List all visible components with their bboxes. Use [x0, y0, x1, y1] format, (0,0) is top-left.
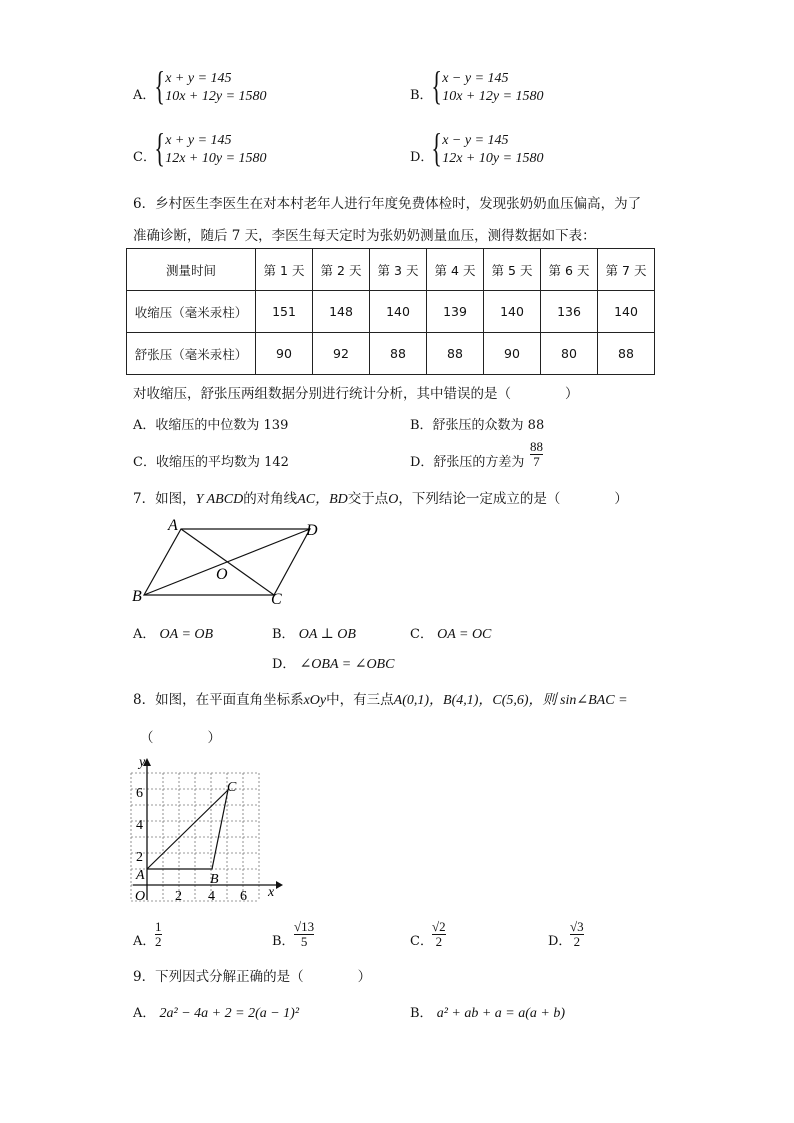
q8-option-a-fraction: $\frac{1}{2}$ — [155, 919, 162, 949]
center-label-o: O — [216, 566, 228, 583]
q6-stem-line3: 对收缩压，舒张压两组数据分别进行统计分析，其中错误的是（ ） — [133, 386, 579, 402]
table-cell: 140 — [598, 291, 655, 333]
table-cell: 80 — [541, 333, 598, 375]
x-tick-label: 6 — [240, 889, 247, 904]
q5-option-b-system: { x − y = 145 10x + 12y = 1580 — [431, 63, 544, 108]
q5-option-c-system: { x + y = 145 12x + 10y = 1580 — [154, 125, 267, 170]
axis-label-y: y — [139, 755, 146, 770]
table-cell: 88 — [427, 333, 484, 375]
table-header-cell: 测量时间 — [127, 249, 256, 291]
q8-option-a-label: A． — [133, 934, 156, 949]
q6-option-b: B．舒张压的众数为 88 — [410, 418, 545, 433]
q5-option-a-system: { x + y = 145 10x + 12y = 1580 — [154, 63, 267, 108]
q6-option-d-fraction — [530, 440, 543, 469]
y-tick-label: 2 — [136, 850, 143, 865]
table-cell: 151 — [256, 291, 313, 333]
q9-stem: 9．下列因式分解正确的是（ ） — [133, 969, 372, 985]
q6-option-c: C．收缩压的平均数为 142 — [133, 455, 289, 470]
origin-label: O — [135, 889, 146, 904]
vertex-label-c: C — [271, 591, 282, 608]
q7-option-d-math: ∠OBA = ∠OBC — [299, 657, 395, 672]
q8-option-d-fraction: $\frac{√3}{2}$ — [570, 919, 584, 949]
q5-c-eq1: x + y = 145 — [165, 133, 232, 148]
blood-pressure-table — [126, 248, 655, 375]
coordinate-grid-figure — [128, 752, 283, 904]
point-label-c: C — [227, 780, 237, 795]
point-label-a: A — [136, 868, 145, 883]
q8-stem — [133, 688, 628, 709]
q7-stem-mid: 的对角线 — [243, 491, 298, 507]
q7-option-c-math: OA = OC — [437, 627, 492, 642]
fraction-denominator: 7 — [533, 454, 540, 469]
q8-option-d-label: D． — [548, 934, 572, 949]
q9-option-a-math: 2a² − 4a + 2 = 2(a − 1)² — [159, 1006, 300, 1021]
q7-stem-diagonals: AC，BD — [297, 492, 348, 507]
q7-option-c: C． OA = OC — [410, 627, 492, 642]
q7-option-b-math: OA ⊥ OB — [298, 627, 356, 642]
grid-lines — [131, 773, 259, 901]
table-header-cell: 第 4 天 — [427, 249, 484, 291]
table-cell: 90 — [256, 333, 313, 375]
table-cell: 90 — [484, 333, 541, 375]
q5-option-d-label: D． — [410, 150, 434, 165]
q8-option-c-label: C． — [410, 934, 433, 949]
q7-stem-post: ，下列结论一定成立的是（ ） — [398, 491, 628, 507]
q7-stem — [133, 487, 628, 508]
table-header-cell: 第 7 天 — [598, 249, 655, 291]
table-cell: 136 — [541, 291, 598, 333]
table-cell: 88 — [598, 333, 655, 375]
table-header-cell: 第 5 天 — [484, 249, 541, 291]
diagonal-bd — [144, 529, 310, 595]
q8-stem-points: A(0,1)，B(4,1)，C(5,6)，则 sin∠BAC = — [393, 693, 628, 708]
q9-option-b: B． a² + ab + a = a(a + b) — [410, 1006, 566, 1021]
x-tick-label: 2 — [175, 889, 182, 904]
q8-option-c-fraction: $\frac{√2}{2}$ — [432, 919, 446, 949]
table-cell: 88 — [370, 333, 427, 375]
fraction-numerator: 88 — [530, 439, 543, 454]
vertex-label-d: D — [306, 522, 318, 539]
x-axis-arrow-icon — [276, 881, 283, 889]
table-cell: 139 — [427, 291, 484, 333]
vertex-label-a: A — [168, 517, 178, 534]
y-tick-label: 6 — [136, 786, 143, 801]
q7-option-d: D． ∠OBA = ∠OBC — [272, 657, 395, 672]
q5-option-a-label: A． — [133, 88, 156, 103]
triangle-abc — [147, 790, 228, 869]
q5-option-d-system: { x − y = 145 12x + 10y = 1580 — [431, 125, 544, 170]
table-header-cell: 第 1 天 — [256, 249, 313, 291]
q9-option-b-math: a² + ab + a = a(a + b) — [436, 1006, 566, 1021]
q5-c-eq2: 12x + 10y = 1580 — [165, 151, 267, 166]
table-header-cell: 第 6 天 — [541, 249, 598, 291]
q6-stem-line1: 6．乡村医生李医生在对本村老年人进行年度免费体检时，发现张奶奶血压偏高，为了 — [133, 196, 642, 212]
table-row — [127, 333, 655, 375]
q6-option-a: A．收缩压的中位数为 139 — [133, 418, 289, 433]
x-tick-label: 4 — [208, 889, 215, 904]
q7-stem-parallelogram: Y ABCD — [195, 492, 244, 507]
table-cell: 140 — [484, 291, 541, 333]
table-header-row — [127, 249, 655, 291]
q5-d-eq2: 12x + 10y = 1580 — [442, 151, 544, 166]
q8-stem-pre: 8．如图，在平面直角坐标系 — [133, 692, 304, 708]
q9-option-a: A． 2a² − 4a + 2 = 2(a − 1)² — [133, 1006, 300, 1021]
q8-stem-mid: 中，有三点 — [326, 692, 394, 708]
q6-stem-line2: 准确诊断，随后 7 天，李医生每天定时为张奶奶测量血压，测得数据如下表： — [133, 228, 596, 244]
table-cell: 92 — [313, 333, 370, 375]
table-header-cell: 第 3 天 — [370, 249, 427, 291]
q7-option-a: A． OA = OB — [133, 627, 214, 642]
table-header-cell: 第 2 天 — [313, 249, 370, 291]
parallelogram-figure — [126, 512, 336, 608]
q7-stem-mid2: 交于点 — [347, 491, 389, 507]
q5-a-eq2: 10x + 12y = 1580 — [165, 89, 267, 104]
table-row — [127, 291, 655, 333]
point-label-b: B — [210, 872, 219, 887]
q5-d-eq1: x − y = 145 — [442, 133, 509, 148]
q7-option-b: B． OA ⊥ OB — [272, 627, 356, 642]
axis-label-x: x — [268, 885, 275, 900]
q5-option-c-label: C． — [133, 150, 156, 165]
q5-b-eq2: 10x + 12y = 1580 — [442, 89, 544, 104]
table-cell: 140 — [370, 291, 427, 333]
q5-b-eq1: x − y = 145 — [442, 71, 509, 86]
table-row-label: 收缩压（毫米汞柱） — [127, 291, 256, 333]
table-row-label: 舒张压（毫米汞柱） — [127, 333, 256, 375]
q7-option-a-math: OA = OB — [159, 627, 214, 642]
q8-stem-xoy: xOy — [303, 693, 327, 708]
q5-a-eq1: x + y = 145 — [165, 71, 232, 86]
table-cell: 148 — [313, 291, 370, 333]
q6-option-d: D．舒张压的方差为 — [410, 455, 525, 470]
q7-stem-point: O — [388, 492, 399, 507]
vertex-label-b: B — [132, 588, 142, 605]
q5-option-b-label: B． — [410, 88, 433, 103]
q8-option-b-label: B． — [272, 934, 295, 949]
q8-option-b-fraction: $\frac{√13}{5}$ — [294, 919, 315, 949]
y-tick-label: 4 — [136, 818, 143, 833]
q8-answer-paren: （ ） — [140, 730, 221, 746]
q7-stem-pre: 7．如图， — [133, 491, 196, 507]
